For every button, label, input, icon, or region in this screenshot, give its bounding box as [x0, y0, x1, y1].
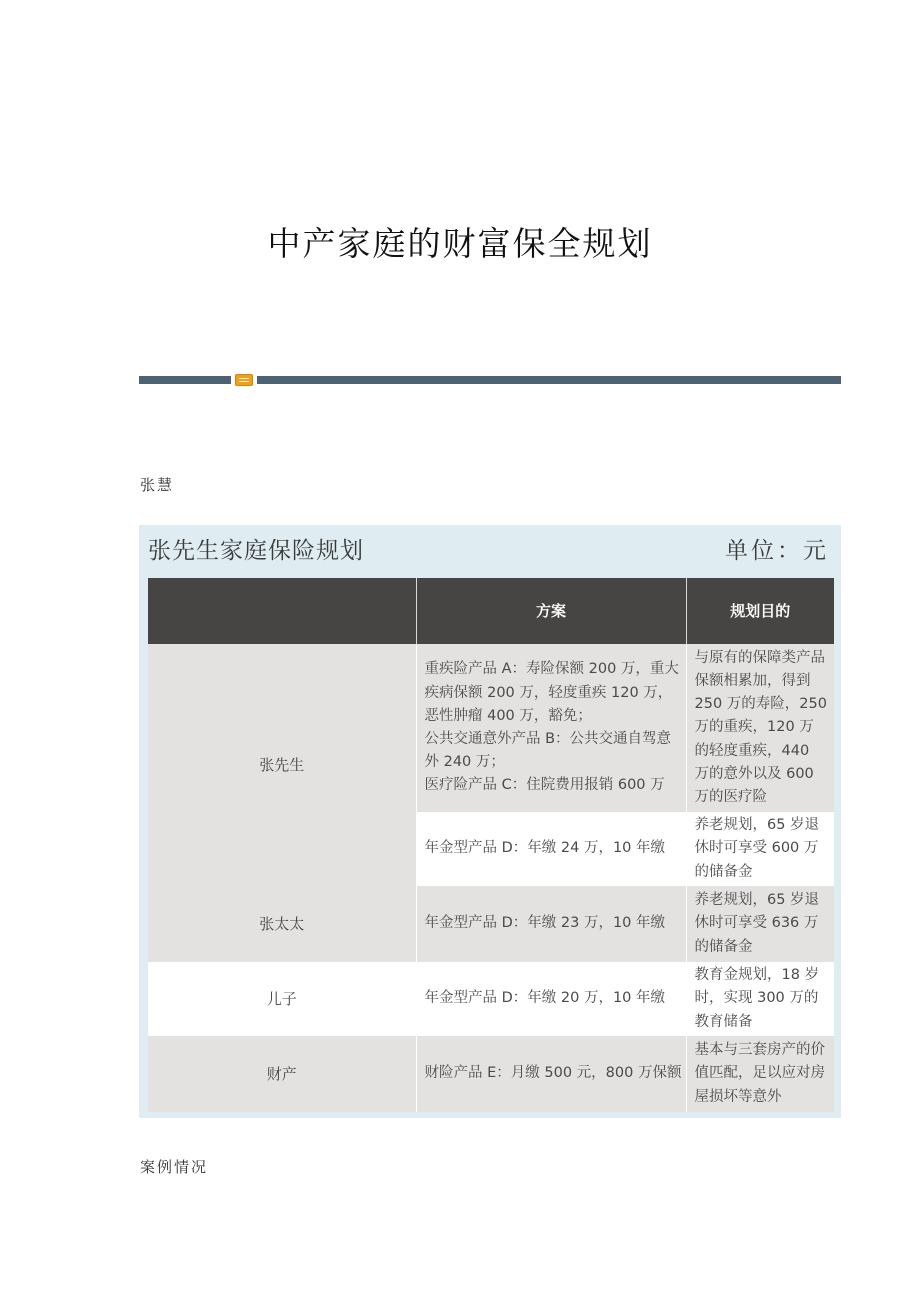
- scheme-cell: 年金型产品 D：年缴 23 万，10 年缴: [416, 886, 686, 962]
- author-name: 张慧: [140, 476, 175, 494]
- purpose-cell: 养老规划，65 岁退休时可享受 600 万的储备金: [686, 812, 834, 886]
- member-cell: 张先生: [148, 644, 416, 886]
- table-header-row: [148, 578, 834, 644]
- purpose-cell: 基本与三套房产的价值匹配，足以应对房屋损坏等意外: [686, 1036, 834, 1112]
- insurance-plan-table: [148, 578, 834, 1112]
- document-title: 中产家庭的财富保全规划: [267, 224, 653, 263]
- member-cell: 张太太: [148, 886, 416, 962]
- scheme-cell: [416, 644, 686, 812]
- table-row: [148, 962, 834, 1036]
- section-label: 案例情况: [140, 1158, 209, 1176]
- table-row: [148, 644, 834, 812]
- member-cell: 财产: [148, 1036, 416, 1112]
- purpose-cell: 教育金规划，18 岁时，实现 300 万的教育储备: [686, 962, 834, 1036]
- figure-unit: 单位：元: [725, 538, 829, 564]
- purpose-cell: 与原有的保障类产品保额相累加，得到 250 万的寿险，250 万的重疾，120 万的轻度重疾，440 万的意外以及 600 万的医疗险: [686, 644, 834, 812]
- table-row: [148, 886, 834, 962]
- figure-title: 张先生家庭保险规划: [148, 538, 364, 564]
- purpose-cell: 养老规划，65 岁退休时可享受 636 万的储备金: [686, 886, 834, 962]
- scheme-text: 重疾险产品 A：寿险保额 200 万，重大疾病保额 200 万，轻度重疾 120 万，恶性肿瘤 400 万，豁免； 公共交通意外产品 B：公共交通自驾意外 240 万； 医疗险产品 C：住院费用报销 600 万: [424, 661, 679, 794]
- header-purpose: 规划目的: [686, 578, 834, 644]
- scheme-cell: 年金型产品 D：年缴 20 万，10 年缴: [416, 962, 686, 1036]
- table-row: [148, 1036, 834, 1112]
- divider-bar-left: [139, 376, 231, 384]
- divider-bar-right: [257, 376, 841, 384]
- header-scheme: 方案: [416, 578, 686, 644]
- scheme-cell: 年金型产品 D：年缴 24 万，10 年缴: [416, 812, 686, 886]
- document-badge-icon: [235, 374, 253, 386]
- member-cell: 儿子: [148, 962, 416, 1036]
- scheme-cell: 财险产品 E：月缴 500 元，800 万保额: [416, 1036, 686, 1112]
- header-member: [148, 578, 416, 644]
- figure-header: [139, 525, 841, 575]
- title-divider: [139, 374, 841, 386]
- insurance-plan-figure: [139, 525, 841, 1118]
